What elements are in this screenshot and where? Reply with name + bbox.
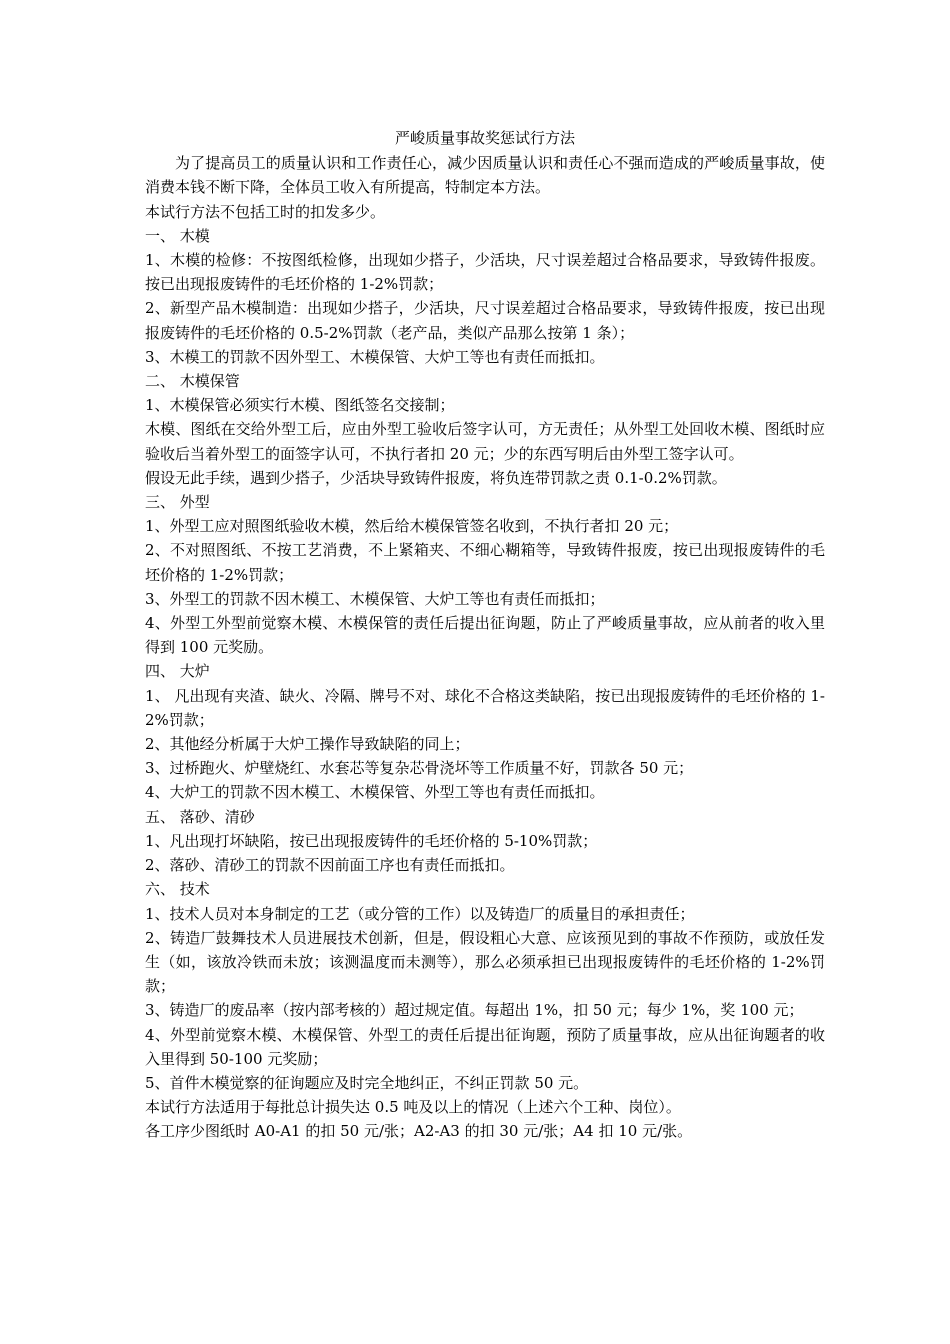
clause: 1、技术人员对本身制定的工艺（或分管的工作）以及铸造厂的质量目的承担责任； [145, 904, 695, 923]
clause: 木模、图纸在交给外型工后，应由外型工验收后签字认可，方无责任；从外型工处回收木模、图纸时应验收后当着外型工的面签字认可，不执行者扣 20 元；少的东西写明后由外型工签字认可。 [145, 420, 825, 463]
clause: 3、过桥跑火、炉壁烧红、水套芯等复杂芯骨浇坏等工作质量不好，罚款各 50 元； [145, 759, 694, 778]
clause: 3、铸造厂的废品率（按内部考核的）超过规定值。每超出 1%，扣 50 元；每少 1%，奖 100 元； [145, 1001, 804, 1020]
clause: 1、木模的检修：不按图纸检修，出现如少搭子，少活块，尺寸误差超过合格品要求，导致铸件报废。按已出现报废铸件的毛坯价格的 1-2%罚款； [145, 251, 825, 294]
section-heading-furnace: 四、 大炉 [145, 662, 210, 681]
clause: 2、新型产品木模制造：出现如少搭子，少活块，尺寸误差超过合格品要求，导致铸件报废，按已出现报废铸件的毛坯价格的 0.5-2%罚款（老产品，类似产品那么按第 1 条）； [145, 299, 825, 342]
section-heading-technical: 六、 技术 [145, 880, 210, 899]
clause: 1、外型工应对照图纸验收木模，然后给木模保管签名收到，不执行者扣 20 元； [145, 517, 679, 536]
section-heading-pattern-storage: 二、 木模保管 [145, 372, 240, 391]
clause: 2、其他经分析属于大炉工操作导致缺陷的同上； [145, 735, 470, 754]
clause: 2、落砂、清砂工的罚款不因前面工序也有责任而抵扣。 [145, 856, 515, 875]
drawing-penalty-note: 各工序少图纸时 A0-A1 的扣 50 元/张；A2-A3 的扣 30 元/张；A4 扣 10 元/张。 [145, 1122, 693, 1141]
section-heading-wood-pattern: 一、 木模 [145, 226, 210, 245]
clause: 3、木模工的罚款不因外型工、木模保管、大炉工等也有责任而抵扣。 [145, 347, 605, 366]
clause: 5、首件木模觉察的征询题应及时完全地纠正，不纠正罚款 50 元。 [145, 1073, 589, 1092]
applicability-note: 本试行方法适用于每批总计损失达 0.5 吨及以上的情况（上述六个工种、岗位）。 [145, 1098, 681, 1117]
clause: 3、外型工的罚款不因木模工、木模保管、大炉工等也有责任而抵扣； [145, 589, 605, 608]
clause: 1、 凡出现有夹渣、缺火、冷隔、牌号不对、球化不合格这类缺陷，按已出现报废铸件的毛坯价格的 1-2%罚款； [145, 686, 825, 729]
intro-paragraph: 为了提高员工的质量认识和工作责任心，减少因质量认识和责任心不强而造成的严峻质量事故，使消费本钱不断下降，全体员工收入有所提高，特制定本方法。 [145, 154, 825, 197]
clause: 1、凡出现打坏缺陷，按已出现报废铸件的毛坯价格的 5-10%罚款； [145, 831, 598, 850]
clause: 4、大炉工的罚款不因木模工、木模保管、外型工等也有责任而抵扣。 [145, 783, 605, 802]
section-heading-molding: 三、 外型 [145, 493, 210, 512]
section-heading-shakeout: 五、 落砂、清砂 [145, 807, 255, 826]
clause: 假设无此手续，遇到少搭子，少活块导致铸件报废，将负连带罚款之责 0.1-0.2%罚款。 [145, 468, 727, 487]
clause: 4、外型前觉察木模、木模保管、外型工的责任后提出征询题，预防了质量事故，应从出征询题者的收入里得到 50-100 元奖励； [145, 1025, 825, 1068]
clause: 1、木模保管必须实行木模、图纸签名交接制； [145, 396, 455, 415]
document-title: 严峻质量事故奖惩试行方法 [394, 129, 575, 147]
clause: 4、外型工外型前觉察木模、木模保管的责任后提出征询题，防止了严峻质量事故，应从前者的收入里得到 100 元奖励。 [145, 614, 825, 657]
document-page [145, 126, 825, 1144]
clause: 2、铸造厂鼓舞技术人员进展技术创新，但是，假设粗心大意、应该预见到的事故不作预防，或放任发生（如，该放冷铁而未放；该测温度而未测等），那么必须承担已出现报废铸件的毛坯价格的 1-2%罚款； [145, 928, 825, 996]
scope-note: 本试行方法不包括工时的扣发多少。 [145, 202, 386, 221]
clause: 2、不对照图纸、不按工艺消费，不上紧箱夹、不细心糊箱等，导致铸件报废，按已出现报废铸件的毛坯价格的 1-2%罚款； [145, 541, 825, 584]
